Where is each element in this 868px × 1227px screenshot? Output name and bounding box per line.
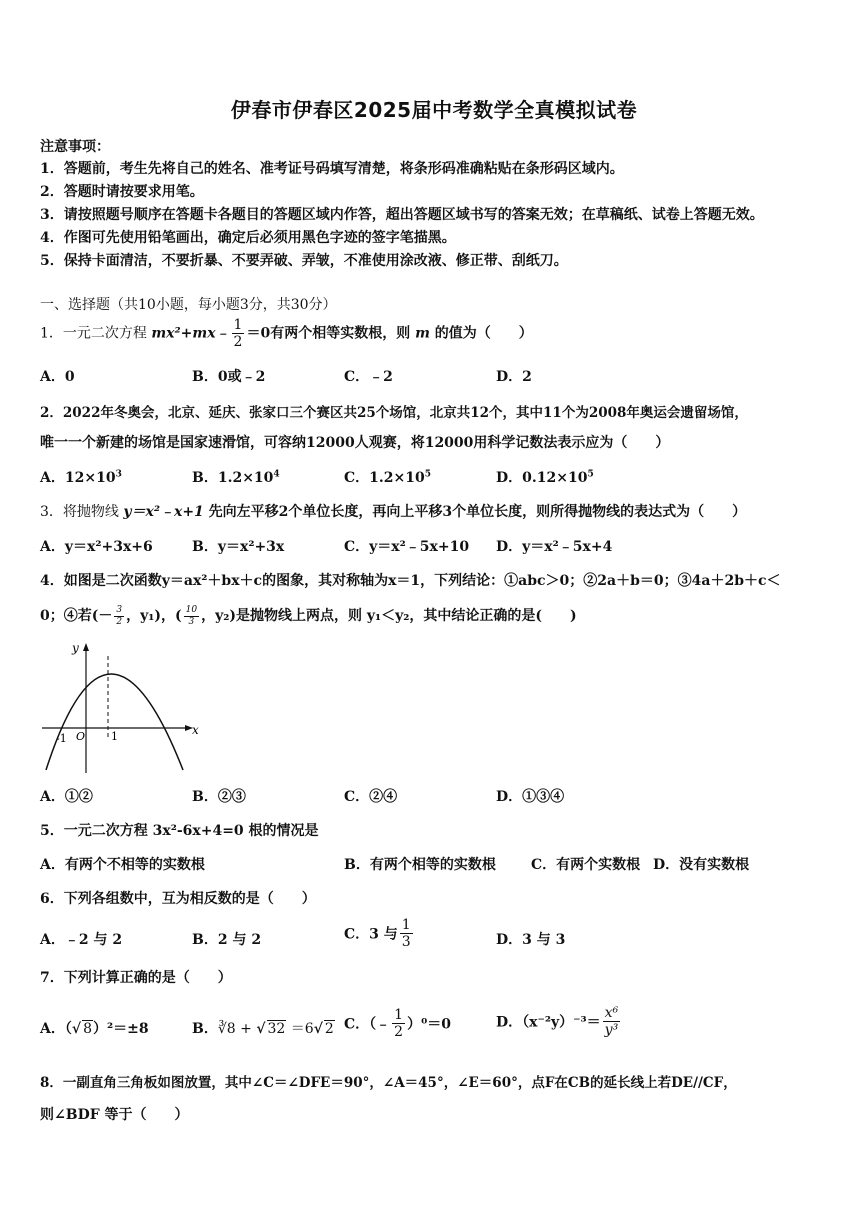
q7-option-b[interactable]: B．∛8 + √ 32 ＝6√ 2: [192, 1021, 334, 1037]
notice-item-4: 4．作图可先使用铅笔画出，确定后必须用黑色字迹的签字笔描黑。: [40, 230, 456, 246]
q1-prefix: 1．一元二次方程: [40, 325, 152, 342]
q2-option-a[interactable]: A．$12\times 10^3$: [40, 469, 122, 486]
q7-option-d[interactable]: D．（x⁻²y）⁻³＝ $\frac{\text{x⁶}}{\text{y³}}$: [496, 1005, 619, 1038]
question-8-line-1: 8．一副直角三角板如图放置，其中∠C＝∠DFE＝90°，∠A＝45°，∠E＝60°，点F在CB的延长线上若DE//CF，: [40, 1075, 737, 1091]
question-2-line-2: 唯一一个新建的场馆是国家速滑馆，可容纳12000人观赛，将12000用科学记数法表示应为（ ）: [40, 435, 670, 451]
q6-option-d[interactable]: D．3 与 3: [496, 932, 566, 948]
q3-option-c[interactable]: C．y＝x²﹣5x+10: [344, 539, 470, 555]
question-1: 1．一元二次方程 mx²+mx﹣ $\frac{1}{2}$ ＝0有两个相等实数根，则 m 的值为（ ）: [40, 317, 533, 350]
y-axis-label: y: [72, 641, 79, 655]
q5-option-b[interactable]: B．有两个相等的实数根: [344, 857, 496, 873]
q1-fraction: $\frac{1}{2}$: [233, 317, 243, 350]
notice-item-2: 2．答题时请按要求用笔。: [40, 184, 204, 200]
x-axis-label: x: [192, 723, 199, 737]
notice-item-5: 5．保持卡面清洁，不要折暴、不要弄破、弄皱，不准使用涂改液、修正带、刮纸刀。: [40, 253, 568, 269]
notice-item-1: 1．答题前，考生先将自己的姓名、准考证号码填写清楚，将条形码准确粘贴在条形码区域内。: [40, 161, 624, 177]
q6-option-b[interactable]: B．2 与 2: [192, 932, 262, 948]
question-2-line-1: 2．2022年冬奥会，北京、延庆、张家口三个赛区共25个场馆，北京共12个，其中11个为2008年奥运会遗留场馆，: [40, 405, 748, 421]
q6-option-c[interactable]: C．3 与 $\frac{1}{3}$: [344, 917, 411, 950]
page-title: 伊春市伊春区2025届中考数学全真模拟试卷: [230, 98, 638, 122]
section-heading: 一、选择题（共10小题，每小题3分，共30分）: [40, 297, 337, 313]
notice-heading: 注意事项：: [40, 139, 110, 155]
parabola-curve: [46, 674, 183, 770]
q3-option-b[interactable]: B．y＝x²+3x: [192, 539, 285, 555]
q7-option-c[interactable]: C．（﹣ $\frac{1}{2}$ ）⁰＝0: [344, 1007, 451, 1040]
q4-option-b[interactable]: B．②③: [192, 789, 246, 805]
q2-option-b[interactable]: B．$1.2\times 10^4$: [192, 469, 280, 486]
q2-option-c[interactable]: C．$1.2\times 10^5$: [344, 469, 431, 486]
origin-label: O: [76, 730, 86, 743]
q1-expression: mx²+mx﹣: [151, 325, 230, 342]
q7-option-a[interactable]: A．（√ 8）²＝±8: [40, 1021, 149, 1037]
q1-option-b[interactable]: B．0或﹣2: [192, 369, 266, 385]
question-6: 6．下列各组数中，互为相反数的是（ ）: [40, 891, 316, 907]
q1-option-d[interactable]: D．2: [496, 369, 532, 385]
question-5: 5．一元二次方程 3x²-6x+4=0 根的情况是: [40, 823, 319, 839]
q3-option-a[interactable]: A．y＝x²+3x+6: [40, 539, 153, 555]
question-4-line-2: 0；④若(－ $\frac{3}{2}$ ，y₁)，( $\frac{10}{3}$ ，y₂)是抛物线上两点，则 y₁＜y₂，其中结论正确的是( ): [40, 604, 577, 627]
question-7: 7．下列计算正确的是（ ）: [40, 970, 232, 986]
q5-option-a[interactable]: A．有两个不相等的实数根: [40, 857, 205, 873]
tick-one-label: 1: [111, 730, 118, 743]
q2-option-d[interactable]: D．$0.12\times 10^5$: [496, 469, 594, 486]
tick-neg-one-label: -1: [56, 732, 67, 745]
q3-option-d[interactable]: D．y＝x²﹣5x+4: [496, 539, 613, 555]
notice-item-3: 3．请按照题号顺序在答题卡各题目的答题区域内作答，超出答题区域书写的答案无效；在草稿纸、试卷上答题无效。: [40, 207, 764, 223]
q6-option-a[interactable]: A．﹣2 与 2: [40, 932, 123, 948]
q4-option-c[interactable]: C．②④: [344, 789, 398, 805]
y-axis-arrow: [83, 643, 89, 651]
q4-option-a[interactable]: A．①②: [40, 789, 93, 805]
question-4-line-1: 4．如图是二次函数y＝ax²＋bx＋c的图象，其对称轴为x＝1，下列结论：①abc＞0；②2a＋b＝0；③4a＋2b＋c＜: [40, 573, 781, 589]
question-3: 3．将抛物线 y＝x²﹣x+1 先向左平移2个单位长度，再向上平移3个单位长度，则所得抛物线的表达式为（ ）: [40, 504, 747, 520]
q1-option-a[interactable]: A．0: [40, 369, 75, 385]
q5-option-c[interactable]: C．有两个实数根: [531, 857, 641, 873]
q1-option-c[interactable]: C．﹣2: [344, 369, 393, 385]
q4-option-d[interactable]: D．①③④: [496, 789, 565, 805]
q5-option-d[interactable]: D．没有实数根: [653, 857, 750, 873]
question-8-line-2: 则∠BDF 等于（ ）: [40, 1107, 189, 1123]
parabola-graph: [38, 638, 208, 778]
